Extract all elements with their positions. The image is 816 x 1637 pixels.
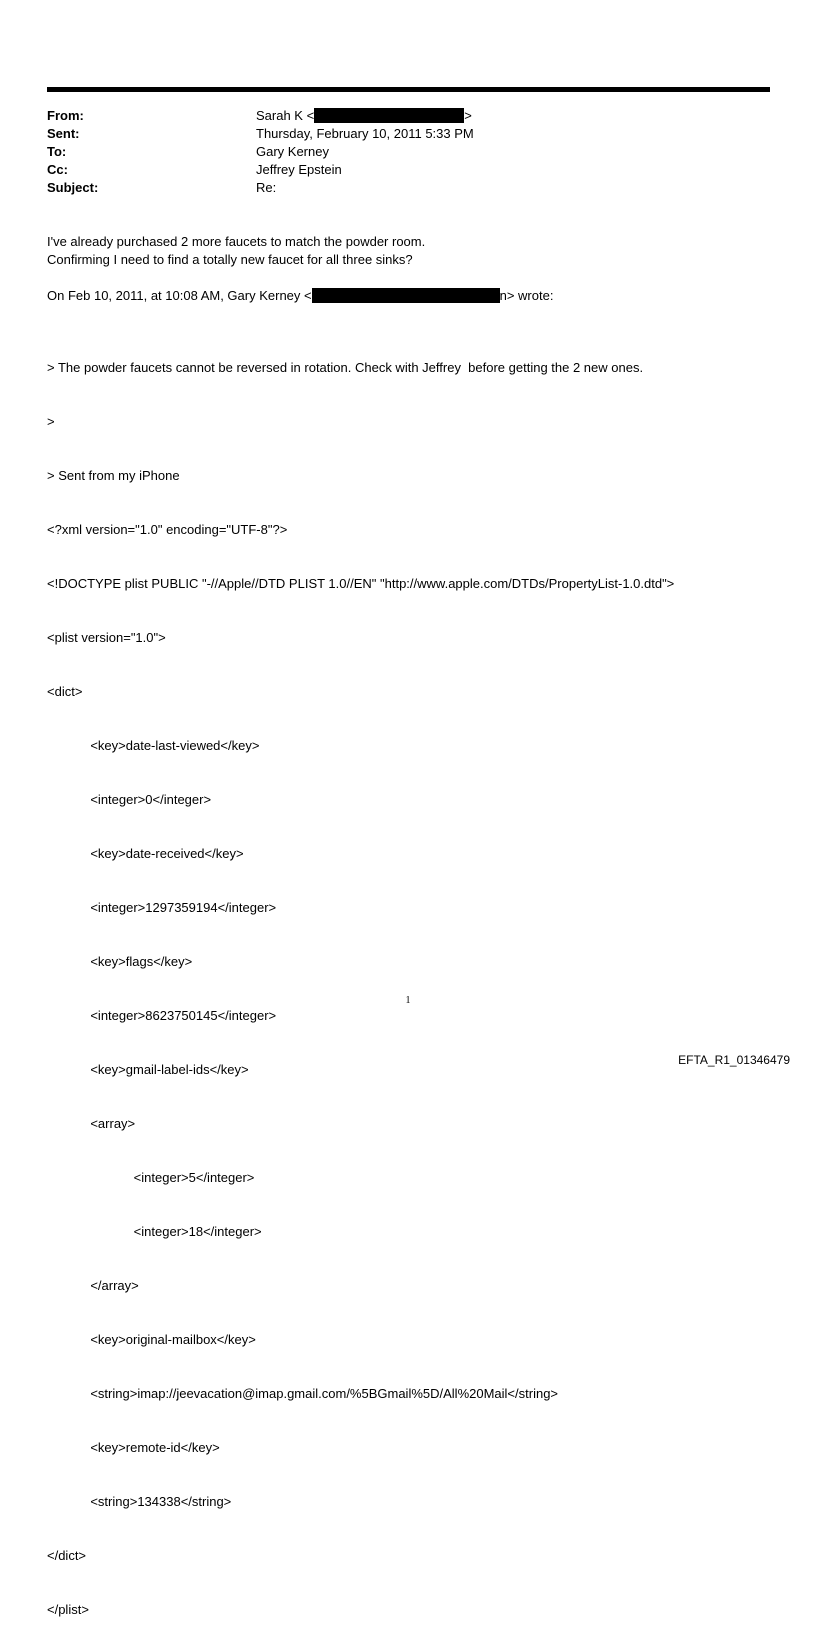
plist-line: <key>original-mailbox</key>	[47, 1332, 256, 1347]
plist-line: <integer>8623750145</integer>	[47, 1008, 277, 1023]
plist-line: <string>134338</string>	[47, 1494, 232, 1509]
plist-line: </dict>	[47, 1548, 87, 1563]
redaction-box	[312, 288, 500, 303]
page-number: 1	[405, 995, 411, 1006]
from-label: From:	[47, 108, 84, 123]
subject-label: Subject:	[47, 180, 99, 195]
to-value: Gary Kerney	[256, 144, 329, 159]
message-line: I've already purchased 2 more faucets to match the powder room.	[47, 234, 426, 249]
plist-line: <string>imap://jeevacation@imap.gmail.com/%5BGmail%5D/All%20Mail</string>	[47, 1386, 559, 1401]
plist-line: </array>	[47, 1278, 139, 1293]
subject-row	[47, 179, 747, 197]
sent-row	[47, 125, 747, 143]
quoted-message	[47, 323, 674, 1637]
to-label: To:	[47, 144, 67, 159]
cc-label: Cc:	[47, 162, 68, 177]
plist-line: <?xml version="1.0" encoding="UTF-8"?>	[47, 522, 288, 537]
cc-row	[47, 161, 747, 179]
plist-line: <!DOCTYPE plist PUBLIC "-//Apple//DTD PLIST 1.0//EN" "http://www.apple.com/DTDs/PropertyList-1.0.dtd">	[47, 576, 675, 591]
attribution-wrote: n> wrote:	[499, 288, 554, 303]
plist-line: <array>	[47, 1116, 136, 1131]
plist-line: <key>gmail-label-ids</key>	[47, 1062, 249, 1077]
plist-line: <key>flags</key>	[47, 954, 193, 969]
message-body	[47, 233, 425, 269]
plist-line: </plist>	[47, 1602, 89, 1617]
plist-line: <integer>18</integer>	[47, 1224, 262, 1239]
message-line: Confirming I need to find a totally new faucet for all three sinks?	[47, 252, 413, 267]
plist-line: <integer>5</integer>	[47, 1170, 255, 1185]
plist-line: <key>remote-id</key>	[47, 1440, 220, 1455]
email-header	[47, 107, 747, 197]
attribution-text: On Feb 10, 2011, at 10:08 AM, Gary Kerney <	[47, 288, 312, 303]
to-row	[47, 143, 747, 161]
quoted-line: > The powder faucets cannot be reversed in rotation. Check with Jeffrey before getting the 2 new ones.	[47, 360, 644, 375]
plist-line: <key>date-last-viewed</key>	[47, 738, 260, 753]
plist-line: <plist version="1.0">	[47, 630, 166, 645]
sent-value: Thursday, February 10, 2011 5:33 PM	[256, 126, 474, 141]
from-close: >	[464, 108, 472, 123]
plist-line: <dict>	[47, 684, 83, 699]
redaction-box	[314, 108, 464, 123]
plist-line: <integer>1297359194</integer>	[47, 900, 277, 915]
bates-number: EFTA_R1_01346479	[678, 1053, 790, 1067]
plist-line: <integer>0</integer>	[47, 792, 212, 807]
from-row	[47, 107, 747, 125]
from-value	[256, 107, 472, 125]
cc-value: Jeffrey Epstein	[256, 162, 342, 177]
quoted-line: > Sent from my iPhone	[47, 468, 180, 483]
sent-label: Sent:	[47, 126, 80, 141]
from-name: Sarah K <	[256, 108, 315, 123]
reply-attribution	[47, 287, 553, 305]
subject-value: Re:	[256, 180, 277, 195]
header-rule	[47, 87, 770, 92]
plist-line: <key>date-received</key>	[47, 846, 244, 861]
quoted-line: >	[47, 414, 55, 429]
